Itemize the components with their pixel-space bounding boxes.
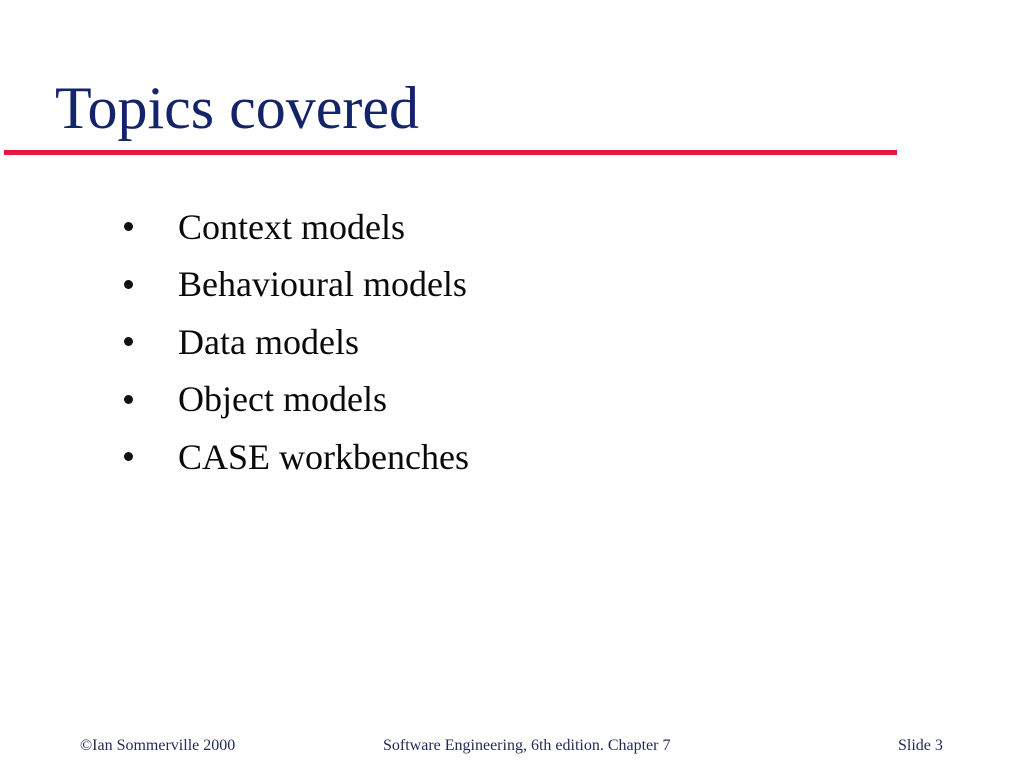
slide-title: Topics covered xyxy=(55,75,419,141)
title-underline-rule xyxy=(4,150,897,155)
bullet-item xyxy=(120,198,469,256)
bullet-dot-icon xyxy=(124,222,133,231)
bullet-dot-icon xyxy=(124,280,133,289)
bullet-text: Context models xyxy=(178,206,405,247)
bullet-text: Behavioural models xyxy=(178,264,467,305)
bullet-item xyxy=(120,371,469,429)
bullet-text: Object models xyxy=(178,379,387,420)
bullet-dot-icon xyxy=(124,452,133,461)
footer-copyright: ©Ian Sommerville 2000 xyxy=(80,737,236,754)
bullet-list xyxy=(120,198,469,486)
bullet-item xyxy=(120,256,469,314)
bullet-item xyxy=(120,428,469,486)
bullet-dot-icon xyxy=(124,395,133,404)
footer-slide-number: Slide 3 xyxy=(898,737,943,754)
bullet-item xyxy=(120,313,469,371)
bullet-text: CASE workbenches xyxy=(178,436,469,477)
footer-course-title: Software Engineering, 6th edition. Chapter 7 xyxy=(383,737,671,754)
bullet-text: Data models xyxy=(178,321,359,362)
bullet-dot-icon xyxy=(124,337,133,346)
